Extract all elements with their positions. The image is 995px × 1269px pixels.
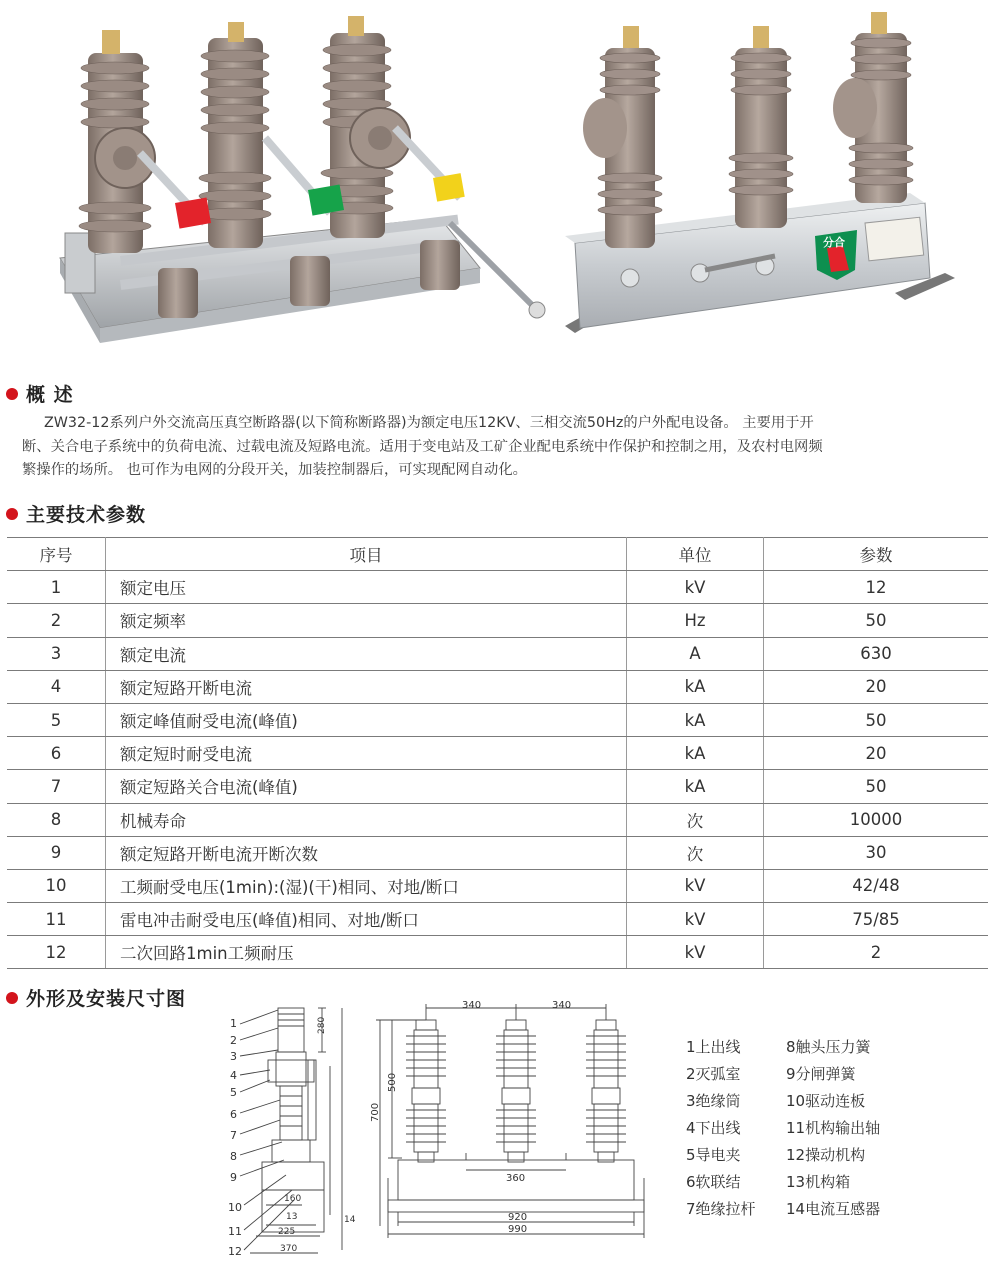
legend-row [686,1144,880,1171]
part-number-label: 8 [230,1150,237,1163]
spec-table [7,537,988,969]
table-row [7,571,988,604]
row-unit: Hz [627,604,764,637]
width-990-label: 990 [508,1224,528,1235]
switch-badge-label: 分合 [823,236,845,249]
table-row [7,737,988,770]
row-value: 10000 [764,803,989,836]
table-row [7,936,988,969]
row-item: 额定峰值耐受电流(峰值) [106,703,627,736]
legend-row [686,1036,880,1063]
mount-360-label: 360 [506,1173,526,1184]
row-unit: kV [627,571,764,604]
row-item: 额定电流 [106,637,627,670]
legend-item: 2灭弧室 [686,1065,741,1083]
row-index: 6 [7,737,106,770]
row-item: 额定短路开断电流 [106,670,627,703]
row-value: 50 [764,703,989,736]
table-row [7,869,988,902]
table-row [7,803,988,836]
product-photo-left [40,8,560,358]
table-row [7,836,988,869]
section-title: 概 述 [26,384,74,406]
row-value: 42/48 [764,869,989,902]
legend-row [686,1117,880,1144]
part-number-label: 4 [230,1069,237,1082]
row-index: 8 [7,803,106,836]
row-index: 9 [7,836,106,869]
row-item: 二次回路1min工频耐压 [106,936,627,969]
side-view-drawing [222,1000,362,1265]
row-index: 3 [7,637,106,670]
legend-row [686,1171,880,1198]
legend-item: 7绝缘拉杆 [686,1200,756,1218]
table-row [7,703,988,736]
row-unit: kV [627,936,764,969]
part-number-label: 1 [230,1017,237,1030]
legend-row [686,1198,880,1225]
table-row [7,903,988,936]
row-item: 额定短时耐受电流 [106,737,627,770]
overview-line: 繁操作的场所。 也可作为电网的分段开关，加装控制器后，可实现配网自动化。 [22,462,527,478]
dim-13-label: 13 [286,1212,298,1222]
col-header-unit: 单位 [627,538,764,571]
height-700-label: 700 [370,1102,381,1122]
legend-item: 10驱动连板 [786,1092,866,1110]
row-value: 75/85 [764,903,989,936]
part-number-label: 10 [228,1201,242,1214]
legend-item: 4下出线 [686,1119,741,1137]
row-unit: A [627,637,764,670]
legend-item: 11机构输出轴 [786,1119,881,1137]
overview-line: ZW32-12系列户外交流高压真空断路器(以下简称断路器)为额定电压12KV、三相交流50Hz的户外配电设备。 主要用于开 [44,415,814,431]
row-index: 1 [7,571,106,604]
front-view-drawing [362,998,662,1243]
section-overview-heading [6,380,74,407]
part-number-label: 9 [230,1171,237,1184]
row-unit: kV [627,903,764,936]
product-photo-right [565,8,985,338]
row-index: 7 [7,770,106,803]
legend-row [686,1063,880,1090]
row-item: 额定短路开断电流开断次数 [106,836,627,869]
row-index: 11 [7,903,106,936]
dim-280-label: 280 [317,1016,327,1034]
table-row [7,604,988,637]
part-number-label: 7 [230,1129,237,1142]
width-920-label: 920 [508,1212,528,1223]
row-index: 12 [7,936,106,969]
part-number-label: 6 [230,1108,237,1121]
overview-line: 断、关合电子系统中的负荷电流、过载电流及短路电流。适用于变电站及工矿企业配电系统中作保护和控制之用，及农村电网频 [22,438,823,455]
dim-370-label: 370 [280,1244,298,1254]
pitch-left-label: 340 [462,1000,482,1011]
row-item: 机械寿命 [106,803,627,836]
table-row [7,770,988,803]
row-index: 10 [7,869,106,902]
legend-item: 8触头压力簧 [786,1038,871,1056]
legend-item: 12操动机构 [786,1146,866,1164]
row-unit: kA [627,737,764,770]
section-title: 主要技术参数 [26,504,147,526]
bullet-dot-icon [6,992,18,1004]
row-value: 2 [764,936,989,969]
row-value: 50 [764,770,989,803]
row-value: 630 [764,637,989,670]
row-unit: kA [627,770,764,803]
section-title: 外形及安装尺寸图 [26,988,187,1010]
row-item: 工频耐受电压(1min):(湿)(干)相同、对地/断口 [106,869,627,902]
row-item: 额定频率 [106,604,627,637]
legend-item: 6软联结 [686,1173,741,1191]
legend-item: 14电流互感器 [786,1200,881,1218]
part-number-label: 2 [230,1034,237,1047]
row-item: 雷电冲击耐受电压(峰值)相同、对地/断口 [106,903,627,936]
legend-item: 3绝缘筒 [686,1092,741,1110]
parts-legend [686,1036,880,1225]
part-number-label: 5 [230,1086,237,1099]
dim-160-label: 160 [284,1194,302,1204]
bullet-dot-icon [6,508,18,520]
part-14-label: 14 [344,1215,356,1225]
dim-225-label: 225 [278,1227,296,1237]
bullet-dot-icon [6,388,18,400]
height-500-label: 500 [387,1072,398,1092]
row-unit: 次 [627,836,764,869]
col-header-index: 序号 [7,538,106,571]
row-value: 50 [764,604,989,637]
table-header-row [7,538,988,571]
row-index: 2 [7,604,106,637]
table-row [7,670,988,703]
col-header-item: 项目 [106,538,627,571]
part-number-label: 11 [228,1225,242,1238]
legend-item: 5导电夹 [686,1146,741,1164]
section-params-heading [6,500,146,527]
legend-row [686,1090,880,1117]
part-number-label: 3 [230,1050,237,1063]
pitch-right-label: 340 [552,1000,572,1011]
table-row [7,637,988,670]
col-header-value: 参数 [764,538,989,571]
part-number-label: 12 [228,1245,242,1258]
row-value: 30 [764,836,989,869]
legend-item: 9分闸弹簧 [786,1065,856,1083]
row-index: 5 [7,703,106,736]
row-value: 12 [764,571,989,604]
row-item: 额定电压 [106,571,627,604]
row-value: 20 [764,737,989,770]
row-unit: 次 [627,803,764,836]
legend-item: 13机构箱 [786,1173,851,1191]
row-unit: kA [627,670,764,703]
row-unit: kV [627,869,764,902]
row-unit: kA [627,703,764,736]
overview-paragraph [22,412,982,483]
row-value: 20 [764,670,989,703]
section-dims-heading [6,984,186,1011]
row-item: 额定短路关合电流(峰值) [106,770,627,803]
legend-item: 1上出线 [686,1038,741,1056]
row-index: 4 [7,670,106,703]
